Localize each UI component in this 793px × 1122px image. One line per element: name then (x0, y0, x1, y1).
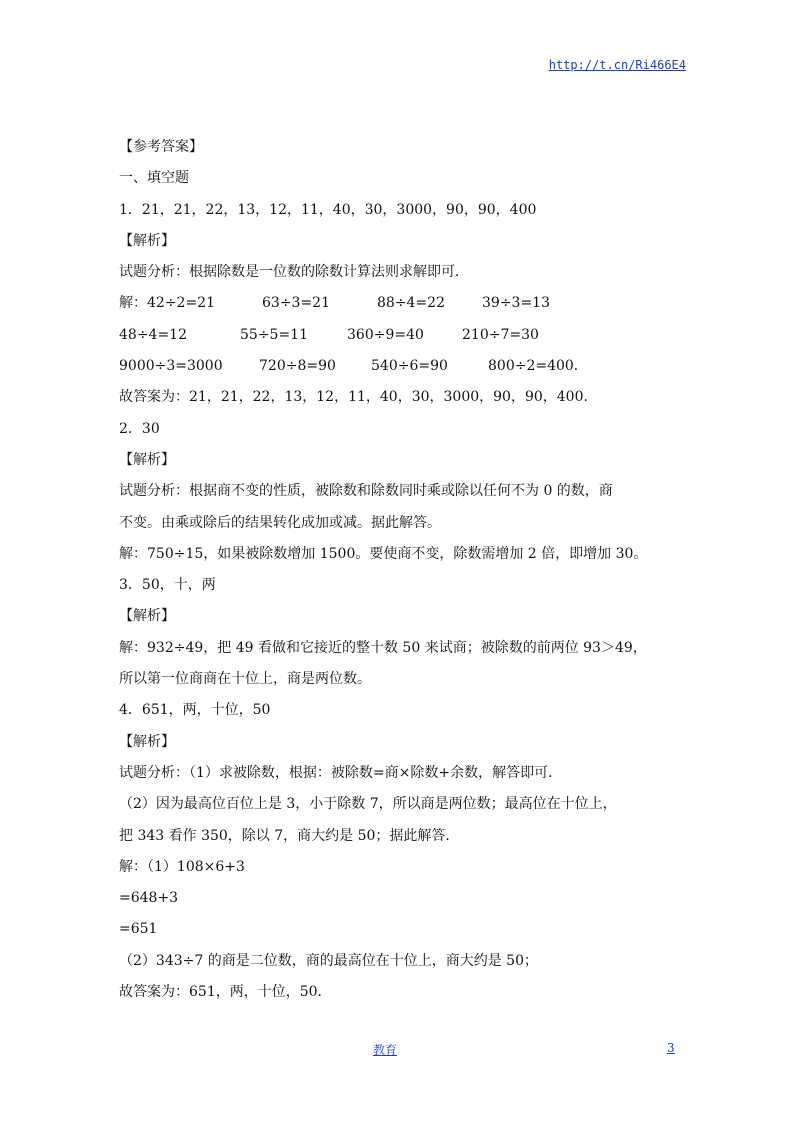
q1-calc-row-1 (119, 288, 679, 319)
q4-solution-line-2: =648+3 (119, 890, 179, 907)
q1-calc-row-3 (119, 351, 679, 382)
calc-item: 39÷3=13 (482, 295, 550, 312)
q4-analysis-line-1: 试题分析：（1）求被除数，根据：被除数=商×除数+余数，解答即可． (119, 764, 563, 781)
calc-item: 88÷4=22 (377, 295, 445, 312)
calc-item: 55÷5=11 (240, 326, 308, 343)
calc-item: 48÷4=12 (119, 326, 187, 343)
answer-title: 【参考答案】 (119, 139, 203, 155)
calc-item: 540÷6=90 (371, 358, 448, 375)
calc-item: 210÷7=30 (462, 326, 539, 343)
q4-jiexi-label: 【解析】 (119, 733, 175, 750)
calc-item: 720÷8=90 (259, 358, 336, 375)
calc-item: 9000÷3=3000 (119, 358, 223, 375)
q3-jiexi-label: 【解析】 (119, 608, 175, 625)
header-url-link[interactable]: http://t.cn/Ri466E4 (548, 58, 686, 72)
q3-solution-line-2: 所以第一位商商在十位上，商是两位数。 (119, 671, 371, 688)
q1-calc-row-2 (119, 320, 679, 351)
q1-analysis: 试题分析：根据除数是一位数的除数计算法则求解即可． (119, 264, 469, 281)
q2-analysis-line-1: 试题分析：根据商不变的性质，被除数和除数同时乘或除以任何不为 0 的数，商 (119, 483, 613, 500)
q4-solution-line-1: 解：（1）108×6+3 (119, 858, 245, 875)
q4-answer: 4．651，两，十位，50 (119, 702, 271, 719)
footer-link[interactable]: 教育 (373, 1043, 398, 1057)
calc-item: 800÷2=400． (488, 358, 588, 375)
q3-solution-line-1: 解：932÷49，把 49 看做和它接近的整十数 50 来试商；被除数的前两位 93＞49， (119, 639, 647, 656)
section-heading: 一、填空题 (119, 170, 189, 187)
answer-content (119, 132, 679, 1008)
q2-analysis-line-2: 不变。由乘或除后的结果转化成加或减。据此解答。 (119, 514, 441, 531)
calc-item: 360÷9=40 (347, 326, 424, 343)
q1-answer: 1．21，21，22，13，12，11，40，30，3000，90，90，400 (119, 201, 537, 218)
q4-solution-line-4: （2）343÷7 的商是二位数，商的最高位在十位上，商大约是 50； (119, 952, 538, 969)
q4-analysis-line-2: （2）因为最高位百位上是 3，小于除数 7，所以商是两位数；最高位在十位上， (119, 796, 617, 813)
calc-item: 解：42÷2=21 (119, 295, 215, 312)
page-number[interactable]: 3 (667, 1041, 675, 1055)
q2-answer: 2．30 (119, 420, 160, 437)
q2-solution: 解：750÷15，如果被除数增加 1500。要使商不变，除数需增加 2 倍，即增加 30。 (119, 545, 648, 562)
q4-solution-line-3: =651 (119, 921, 158, 938)
q4-conclusion: 故答案为：651，两，十位，50． (119, 984, 332, 1001)
calc-item: 63÷3=21 (262, 295, 330, 312)
q1-jiexi-label: 【解析】 (119, 232, 175, 249)
q2-jiexi-label: 【解析】 (119, 451, 175, 468)
q3-answer: 3．50，十，两 (119, 577, 216, 594)
q4-analysis-line-3: 把 343 看作 350，除以 7，商大约是 50；据此解答． (119, 827, 460, 844)
q1-conclusion: 故答案为：21，21，22，13，12，11，40，30，3000，90，90，400． (119, 389, 598, 406)
